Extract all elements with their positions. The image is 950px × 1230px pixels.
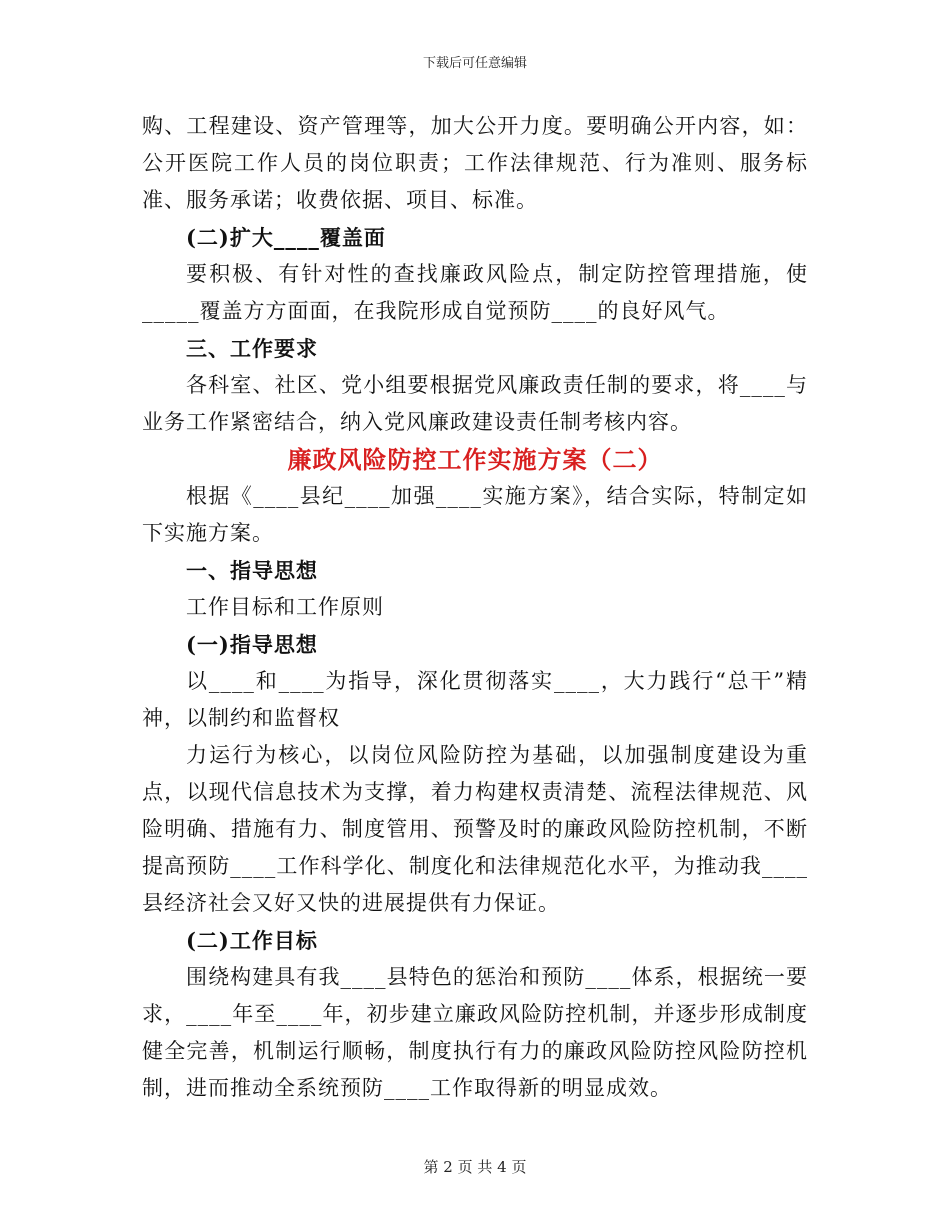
paragraph-core: 力运行为核心，以岗位风险防控为基础，以加强制度建设为重点，以现代信息技术为支撑，着力构建权责清楚、流程法律规范、风险明确、措施有力、制度管用、预警及时的廉政风险防控机制，不断提高预防____工作科学化、制度化和法律规范化水平，为推动我____县经济社会又好又快的进展提供有力保证。 xyxy=(142,743,808,915)
paragraph-goals-principles: 工作目标和工作原则 xyxy=(186,595,384,619)
heading-work-requirements: 三、工作要求 xyxy=(186,336,318,361)
paragraph-risk-points: 要积极、有针对性的查找廉政风险点，制定防控管理措施，使_____覆盖方方面面，在我院形成自觉预防____的良好风气。 xyxy=(142,262,808,323)
paragraph-intro: 根据《____县纪____加强____实施方案》，结合实际，特制定如下实施方案。 xyxy=(142,484,808,545)
heading-expand-coverage: (二)扩大____覆盖面 xyxy=(186,225,386,250)
paragraph-requirements: 各科室、社区、党小组要根据党风廉政责任制的要求，将____与业务工作紧密结合，纳入党风廉政建设责任制考核内容。 xyxy=(142,373,808,434)
page-header-note: 下载后可任意编辑 xyxy=(422,56,527,71)
heading-guiding-ideology-sub: (一)指导思想 xyxy=(186,632,318,657)
heading-guiding-ideology: 一、指导思想 xyxy=(186,558,318,583)
paragraph-procurement: 购、工程建设、资产管理等，加大公开力度。要明确公开内容，如：公开医院工作人员的岗位职责；工作法律规范、行为准则、服务标准、服务承诺；收费依据、项目、标准。 xyxy=(142,114,808,212)
page-footer-number: 第 2 页 共 4 页 xyxy=(423,1158,527,1176)
document-body xyxy=(142,108,808,1107)
paragraph-goals: 围绕构建具有我____县特色的惩治和预防____体系，根据统一要求，____年至____年，初步建立廉政风险防控机制，并逐步形成制度健全完善，机制运行顺畅，制度执行有力的廉政风险防控风险防控机制，进而推动全系统预防____工作取得新的明显成效。 xyxy=(142,965,808,1100)
document-title: 廉政风险防控工作实施方案（二） xyxy=(287,445,663,474)
paragraph-guidance: 以____和____为指导，深化贯彻落实____，大力践行“总干”精神，以制约和监督权 xyxy=(142,669,808,730)
heading-work-goals: (二)工作目标 xyxy=(186,928,318,953)
